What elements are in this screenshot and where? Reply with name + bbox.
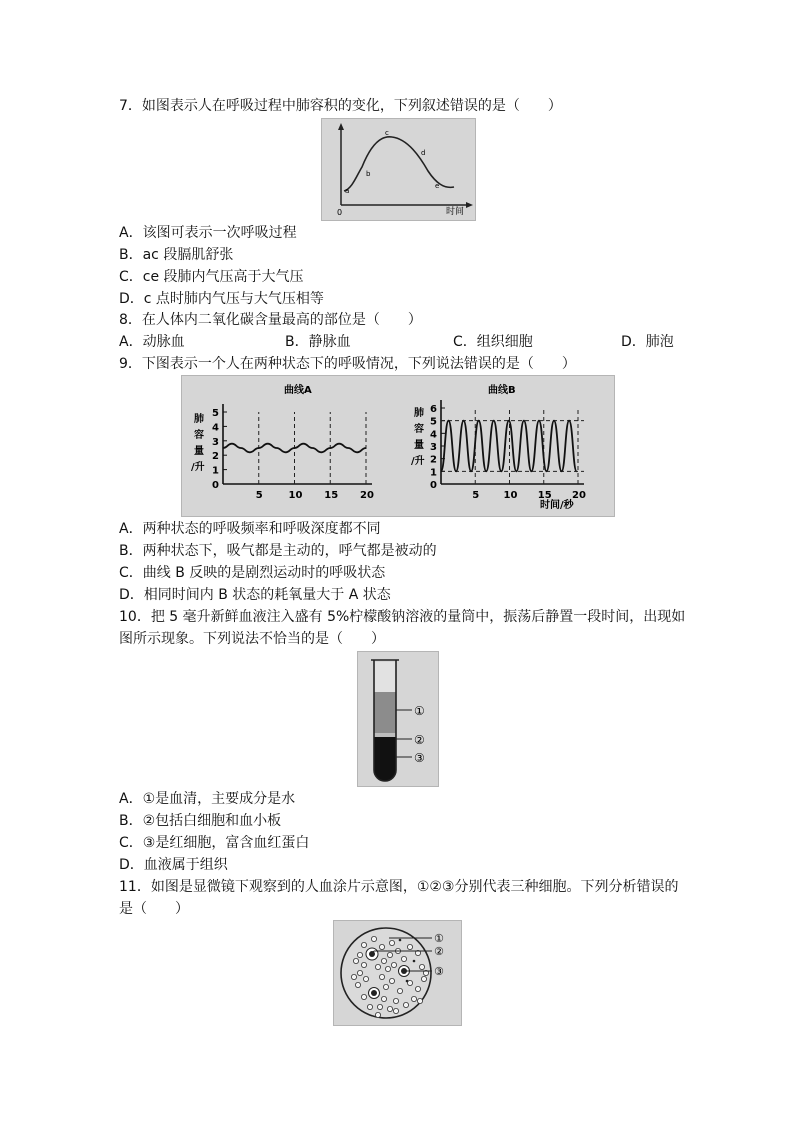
q11-label-3: ③ (434, 965, 444, 978)
q9-option-b: B．两种状态下，吸气都是主动的，呼气都是被动的 (119, 543, 437, 559)
q10-label-1: ① (414, 704, 425, 718)
red-blood-cell (355, 982, 360, 987)
chartB-plot (430, 400, 586, 501)
buffy-coat-layer (374, 733, 396, 737)
chartB-ylabel-4: /升 (411, 456, 425, 467)
y-tick-label: 3 (430, 442, 437, 453)
q7-figure (321, 118, 476, 221)
red-blood-cell (357, 970, 362, 975)
red-blood-cell (401, 956, 406, 961)
red-blood-cell (383, 984, 388, 989)
y-tick-label: 0 (212, 480, 219, 491)
q10-stem-line2: 图所示现象。下列说法不恰当的是（ ） (119, 631, 385, 647)
y-tick-label: 4 (212, 422, 219, 434)
red-blood-cell (393, 998, 398, 1003)
q10-option-b: B．②包括白细胞和血小板 (119, 813, 282, 829)
q7-axis-label: 时间 (446, 207, 465, 217)
red-blood-cell (397, 988, 402, 993)
y-tick-label: 2 (430, 454, 437, 466)
red-blood-cell (379, 944, 384, 949)
q7-label-b: b (366, 170, 371, 178)
chartA-ylabel-4: /升 (191, 462, 205, 473)
chartA-title: 曲线A (284, 385, 312, 396)
x-tick-label: 20 (572, 490, 586, 501)
q10-label-2: ② (414, 733, 425, 747)
q7-stem: 7．如图表示人在呼吸过程中肺容积的变化，下列叙述错误的是（ ） (119, 98, 562, 114)
q7-label-e: e (435, 182, 440, 190)
chartB-xlabel: 时间/秒 (540, 500, 574, 511)
y-tick-label: 2 (212, 451, 219, 463)
chartB-ylabel-1: 肺 (414, 408, 424, 419)
x-tick-label: 5 (255, 490, 263, 501)
q9-stem: 9．下图表示一个人在两种状态下的呼吸情况，下列说法错误的是（ ） (119, 356, 576, 372)
red-blood-cell (361, 994, 366, 999)
chartB-ylabel-2: 容 (414, 424, 424, 435)
chartA-ylabel-3: 量 (194, 446, 204, 457)
chartA-ylabel-2: 容 (194, 430, 204, 441)
chartA-plot (212, 404, 374, 501)
red-blood-cell (419, 964, 424, 969)
q8-option-b: B．静脉血 (285, 334, 351, 350)
q11-label-2: ② (434, 945, 444, 958)
red-blood-cell (417, 998, 422, 1003)
y-tick-label: 3 (212, 436, 219, 448)
y-tick-label: 1 (430, 467, 437, 479)
x-tick-label: 10 (503, 490, 518, 501)
x-tick-label: 10 (288, 490, 303, 501)
y-tick-label: 5 (430, 416, 437, 428)
q10-label-3: ③ (414, 751, 425, 765)
x-tick-label: 15 (537, 490, 552, 501)
red-blood-cell (361, 942, 366, 947)
x-tick-label: 5 (472, 490, 480, 501)
q11-label-1: ① (434, 932, 444, 945)
q9-option-c: C．曲线 B 反映的是剧烈运动时的呼吸状态 (119, 565, 386, 581)
red-blood-cell (351, 974, 356, 979)
red-blood-cell (385, 966, 390, 971)
red-blood-cell (379, 974, 384, 979)
q10-option-c: C．③是红细胞，富含血红蛋白 (119, 835, 310, 851)
red-blood-cell (393, 1008, 398, 1013)
chartB-ylabel-3: 量 (414, 440, 424, 451)
q8-option-d: D．肺泡 (621, 334, 674, 350)
red-blood-cell (421, 976, 426, 981)
red-blood-cell (375, 964, 380, 969)
q10-option-a: A．①是血清，主要成分是水 (119, 791, 296, 807)
q11-stem-line2: 是（ ） (119, 901, 189, 917)
q8-option-a: A．动脉血 (119, 334, 185, 350)
red-blood-cell (391, 962, 396, 967)
q7-origin: 0 (337, 208, 343, 217)
red-blood-cell (387, 952, 392, 957)
chartB-title: 曲线B (488, 385, 516, 396)
red-blood-cell (375, 1012, 380, 1017)
q9-figure (181, 375, 615, 517)
q10-figure (357, 651, 439, 787)
plasma-layer (374, 692, 396, 733)
red-blood-cell (371, 936, 376, 941)
red-blood-cell (361, 962, 366, 967)
y-tick-label: 6 (430, 404, 437, 415)
red-blood-cell (387, 1006, 392, 1011)
x-tick-label: 20 (360, 490, 374, 501)
platelet (399, 939, 402, 942)
red-blood-cell (377, 1004, 382, 1009)
red-blood-cell (389, 978, 394, 983)
red-blood-cell (403, 1002, 408, 1007)
q7-label-c: c (385, 129, 389, 137)
q9-option-a: A．两种状态的呼吸频率和呼吸深度都不同 (119, 521, 381, 537)
x-tick-label: 15 (324, 490, 339, 501)
q7-option-c: C．ce 段肺内气压高于大气压 (119, 269, 304, 285)
red-blood-cell (407, 944, 412, 949)
series-line (441, 421, 577, 472)
q11-figure (333, 920, 462, 1026)
y-tick-label: 1 (212, 465, 219, 477)
q9-option-d: D．相同时间内 B 状态的耗氧量大于 A 状态 (119, 587, 391, 603)
red-blood-cell (363, 976, 368, 981)
red-blood-cell (381, 996, 386, 1001)
q7-option-d: D．c 点时肺内气压与大气压相等 (119, 291, 324, 307)
red-blood-cell (353, 958, 358, 963)
q8-option-c: C．组织细胞 (453, 334, 533, 350)
series-line (223, 444, 366, 453)
y-tick-label: 4 (430, 429, 437, 441)
red-blood-cell (381, 958, 386, 963)
red-blood-cell (411, 996, 416, 1001)
q11-stem-line1: 11．如图是显微镜下观察到的人血涂片示意图，①②③分别代表三种细胞。下列分析错误的 (119, 879, 679, 895)
q7-label-d: d (421, 149, 426, 157)
red-blood-cell (415, 986, 420, 991)
q7-label-a: a (345, 187, 350, 195)
y-tick-label: 0 (430, 480, 437, 491)
q10-stem-line1: 10．把 5 毫升新鲜血液注入盛有 5%柠檬酸钠溶液的量筒中，振荡后静置一段时间，出现如 (119, 609, 686, 625)
q7-option-a: A．该图可表示一次呼吸过程 (119, 225, 297, 241)
q8-stem: 8．在人体内二氧化碳含量最高的部位是（ ） (119, 312, 422, 328)
chartA-ylabel-1: 肺 (194, 414, 204, 425)
red-blood-cell (389, 940, 394, 945)
y-tick-label: 5 (212, 408, 219, 419)
q10-option-d: D．血液属于组织 (119, 857, 228, 873)
red-blood-cell (367, 1004, 372, 1009)
red-blood-cell (357, 952, 362, 957)
microscope-field (341, 928, 431, 1018)
q7-option-b: B．ac 段膈肌舒张 (119, 247, 234, 263)
